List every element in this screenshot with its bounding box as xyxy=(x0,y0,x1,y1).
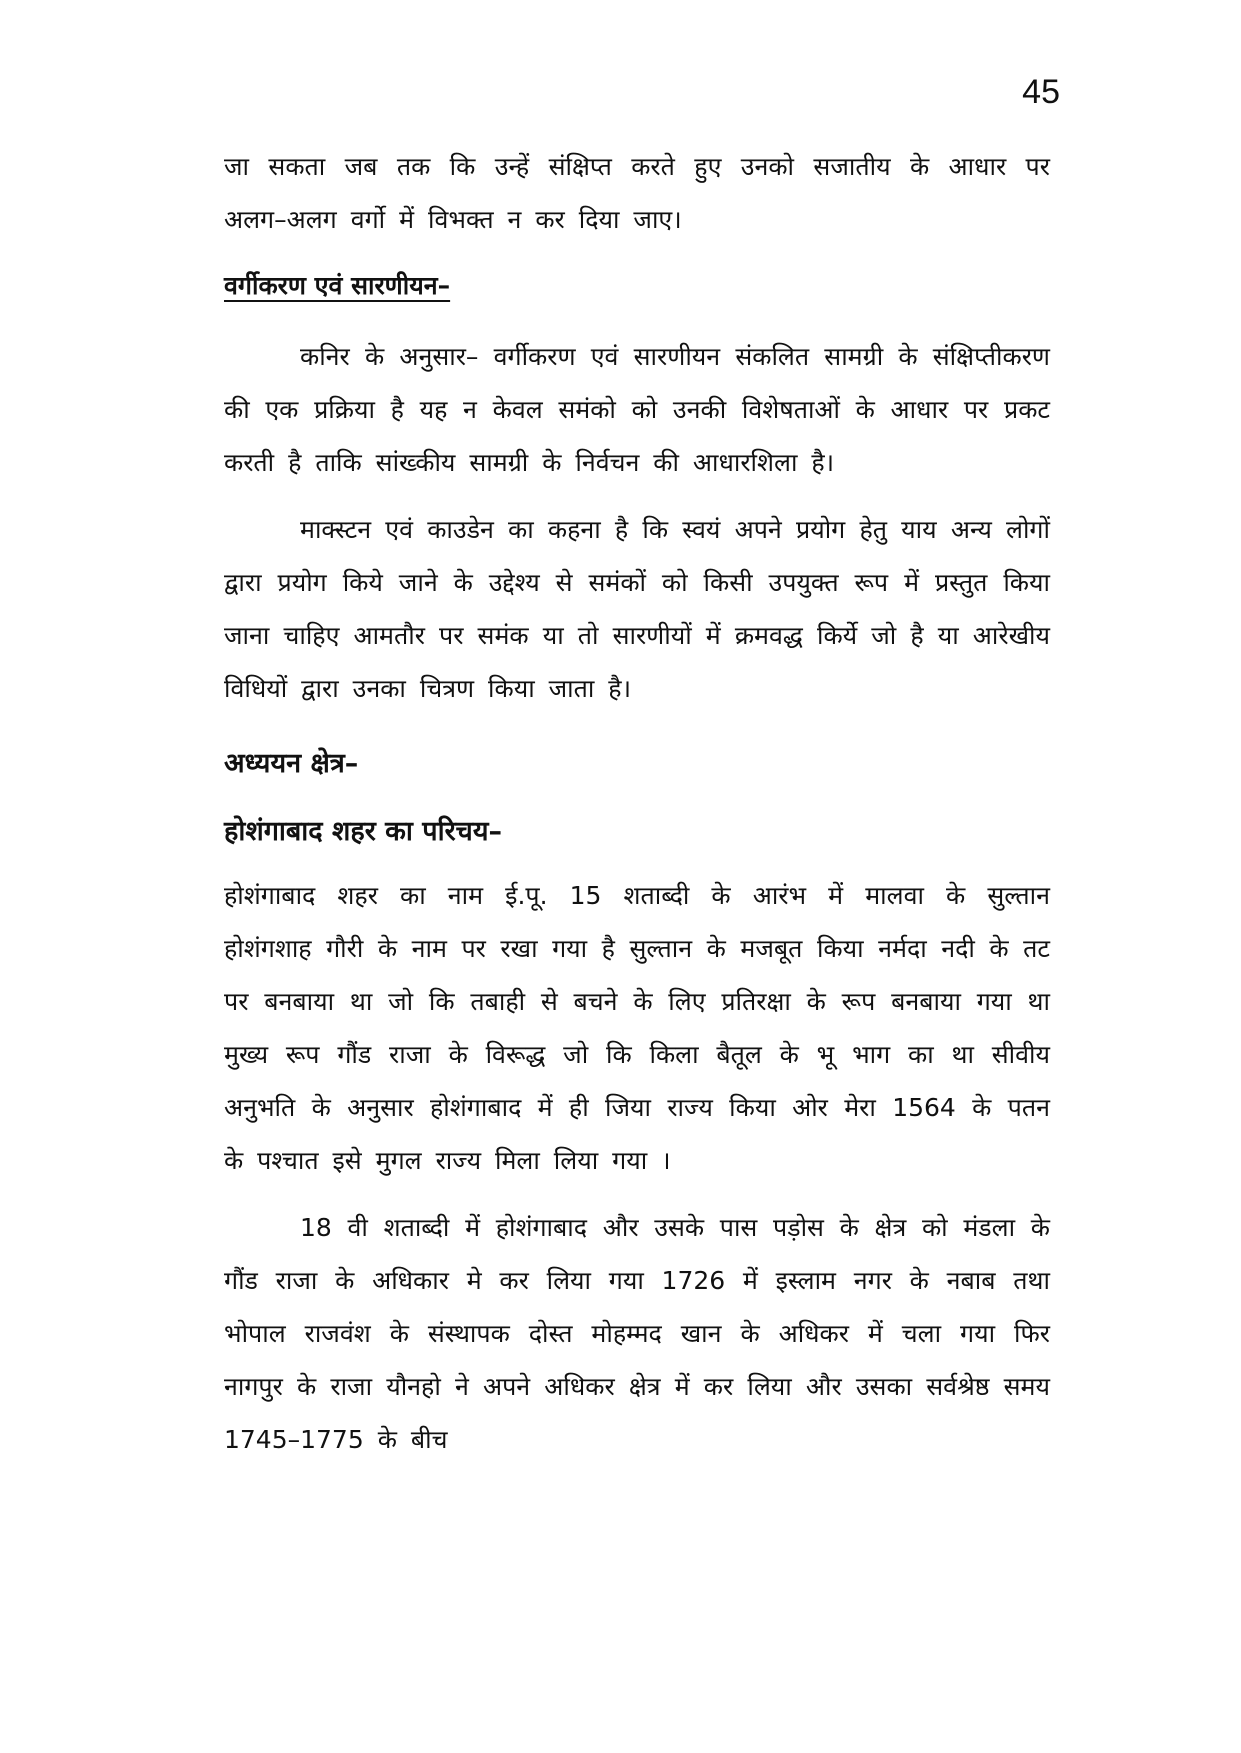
heading-study-area: अध्ययन क्षेत्र– xyxy=(224,748,359,779)
page-content xyxy=(224,140,1050,1466)
paragraph-maxton-cowden: माक्स्टन एवं काउडेन का कहना है कि स्वयं अपने प्रयोग हेतु याय अन्य लोगों द्वारा प्रयोग किये जाने के उद्देश्य से समंकों को किसी उपयुक्त रूप में प्रस्तुत किया जाना चाहिए आमतौर पर समंक या तो सारणीयों में क्रमवद्ध किर्ये जो है या आरेखीय विधियों द्वारा उनका चित्रण किया जाता है। xyxy=(224,515,1050,703)
page-number: 45 xyxy=(1022,73,1060,111)
paragraph-continuation: जा सकता जब तक कि उन्हें संक्षिप्त करते हुए उनको सजातीय के आधार पर अलग–अलग वर्गो में विभक्त न कर दिया जाए। xyxy=(224,152,1050,234)
paragraph-18th-century: 18 वी शताब्दी में होशंगाबाद और उसके पास पड़ोस के क्षेत्र को मंडला के गौंड राजा के अधिकार मे कर लिया गया 1726 में इस्लाम नगर के नबाब तथा भोपाल राजवंश के संस्थापक दोस्त मोहम्मद खान के अधिकर में चला गया फिर नागपुर के राजा यौनहो ने अपने अधिकर क्षेत्र में कर लिया और उसका सर्वश्रेष्ठ समय 1745–1775 के बीच xyxy=(224,1213,1050,1454)
paragraph-hoshangabad-history: होशंगाबाद शहर का नाम ई.पू. 15 शताब्दी के आरंभ में मालवा के सुल्तान होशंगशाह गौरी के नाम पर रखा गया है सुल्तान के मजबूत किया नर्मदा नदी के तट पर बनबाया था जो कि तबाही से बचने के लिए प्रतिरक्षा के रूप बनबाया गया था मुख्य रूप गौंड राजा के विरूद्ध जो कि किला बैतूल के भू भाग का था सीवीय अनुभति के अनुसार होशंगाबाद में ही जिया राज्य किया ओर मेरा 1564 के पतन के पश्चात इसे मुगल राज्य मिला लिया गया । xyxy=(224,881,1050,1175)
paragraph-conner-definition: कनिर के अनुसार– वर्गीकरण एवं सारणीयन संकलित सामग्री के संक्षिप्तीकरण की एक प्रक्रिया है यह न केवल समंको को उनकी विशेषताओं के आधार पर प्रकट करती है ताकि सांख्कीय सामग्री के निर्वचन की आधारशिला है। xyxy=(224,342,1050,477)
heading-classification-tabulation: वर्गीकरण एवं सारणीयन– xyxy=(224,271,451,300)
heading-hoshangabad-intro: होशंगाबाद शहर का परिचय– xyxy=(224,816,502,847)
